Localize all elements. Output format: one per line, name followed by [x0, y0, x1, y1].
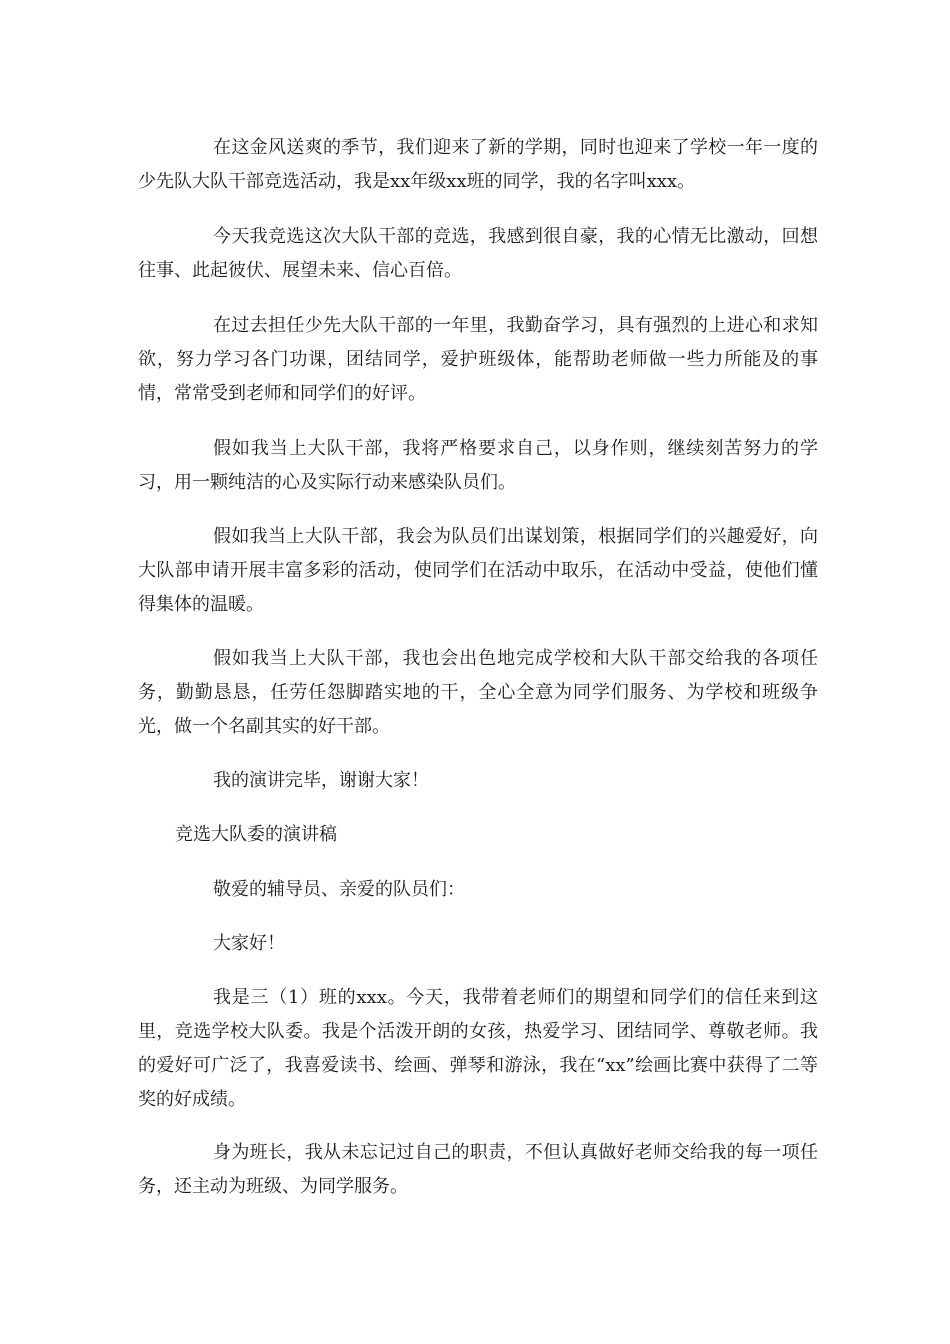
paragraph-intro: 在这金风送爽的季节，我们迎来了新的学期，同时也迎来了学校一年一度的少先队大队干部竞选活动，我是xx年级xx班的同学，我的名字叫xxx。 — [138, 137, 818, 192]
paragraph-promise-tasks: 假如我当上大队干部，我也会出色地完成学校和大队干部交给我的各项任务，勤勤恳恳，任劳任怨脚踏实地的干，全心全意为同学们服务、为学校和班级争光，做一个名副其实的好干部。 — [138, 648, 818, 737]
paragraph-promise-activities: 假如我当上大队干部，我会为队员们出谋划策，根据同学们的兴趣爱好，向大队部申请开展丰富多彩的活动，使同学们在活动中取乐，在活动中受益，使他们懂得集体的温暖。 — [138, 526, 818, 615]
paragraph-feelings: 今天我竞选这次大队干部的竞选，我感到很自豪，我的心情无比激动，回想往事、此起彼伏、展望未来、信心百倍。 — [138, 226, 818, 281]
paragraph-class-monitor: 身为班长，我从未忘记过自己的职责，不但认真做好老师交给我的每一项任务，还主动为班级、为同学服务。 — [138, 1142, 818, 1197]
paragraph-promise-study: 假如我当上大队干部，我将严格要求自己，以身作则，继续刻苦努力的学习，用一颗纯洁的心及实际行动来感染队员们。 — [138, 438, 818, 493]
section-heading: 竞选大队委的演讲稿 — [175, 824, 337, 845]
paragraph-past-year: 在过去担任少先大队干部的一年里，我勤奋学习，具有强烈的上进心和求知欲，努力学习各门功课，团结同学，爱护班级体，能帮助老师做一些力所能及的事情，常常受到老师和同学们的好评。 — [138, 315, 818, 404]
paragraph-closing: 我的演讲完毕，谢谢大家！ — [213, 770, 429, 791]
paragraph-self-intro: 我是三（1）班的xxx。今天，我带着老师们的期望和同学们的信任来到这里，竞选学校大队委。我是个活泼开朗的女孩，热爱学习、团结同学、尊敬老师。我的爱好可广泛了，我喜爱读书、绘画、弹琴和游泳，我在“xx”绘画比赛中获得了二等奖的好成绩。 — [138, 987, 818, 1110]
paragraph-greeting: 大家好！ — [213, 933, 285, 954]
paragraph-salutation: 敬爱的辅导员、亲爱的队员们： — [213, 879, 465, 900]
